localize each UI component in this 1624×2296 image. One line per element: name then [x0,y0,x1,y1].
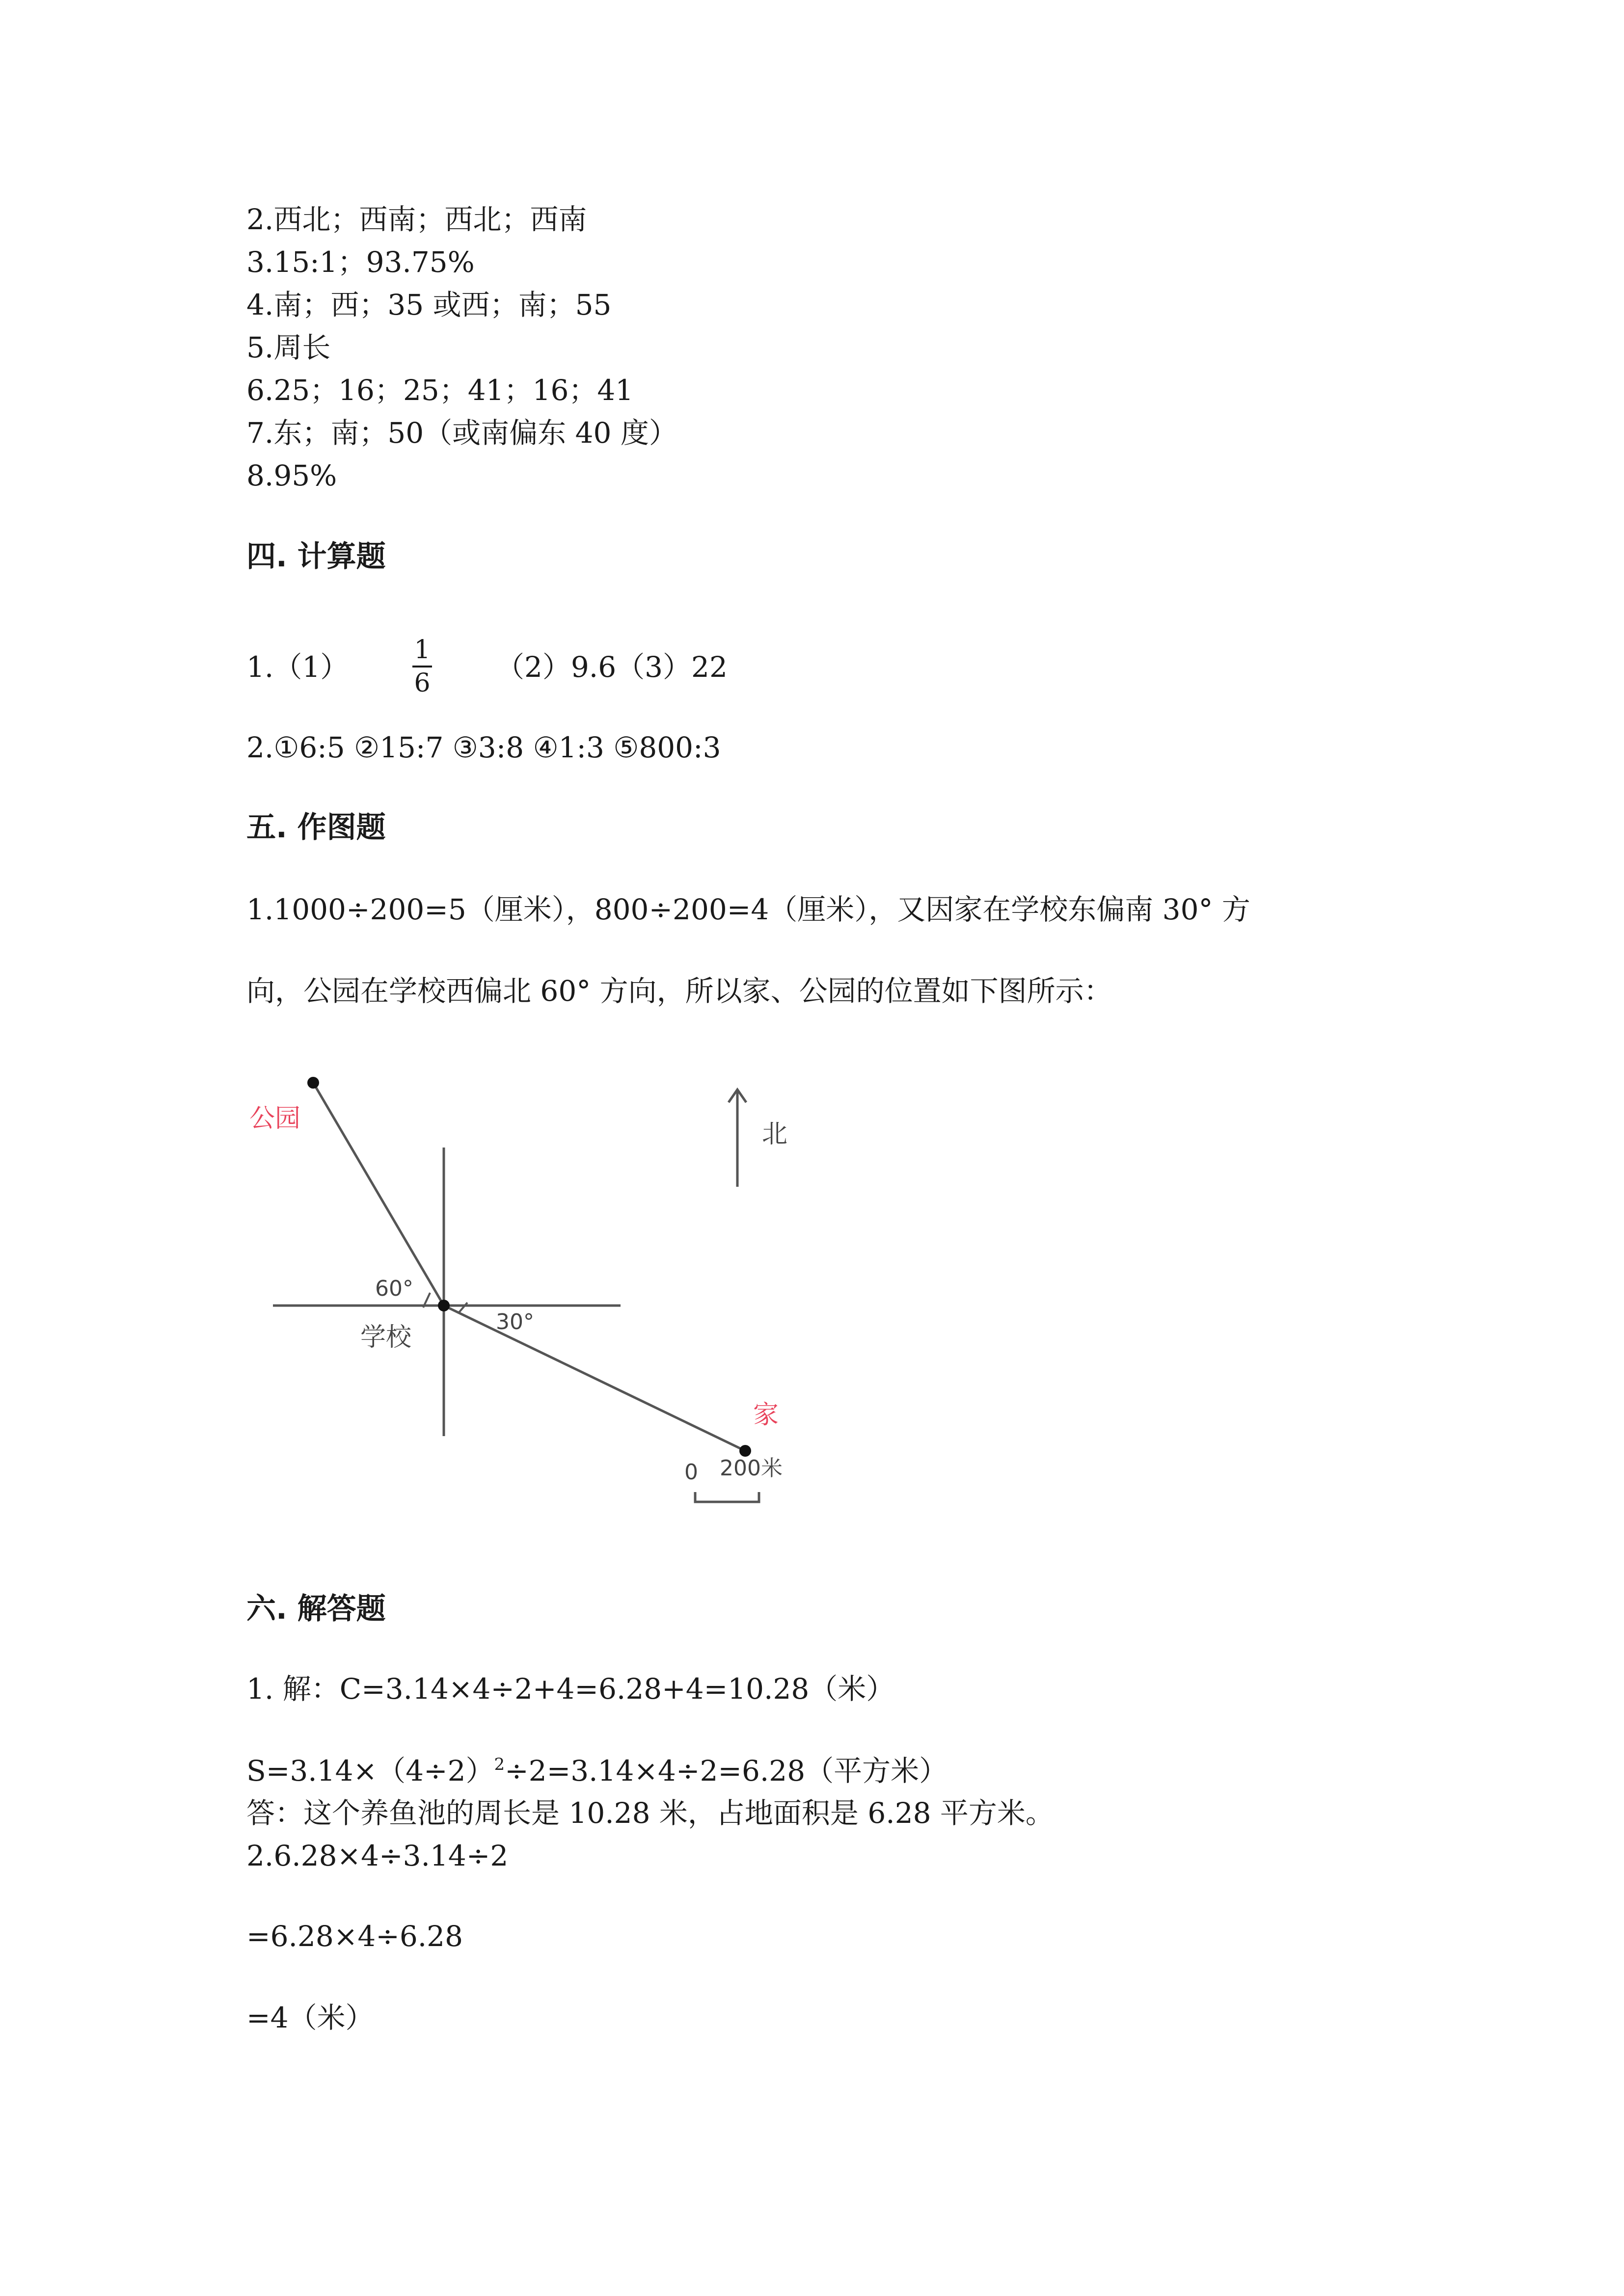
solution-q2-line-1: 2.6.28×4÷3.14÷2 [246,1839,509,1872]
solution-q1-area-part2: ÷2=3.14×4÷2=6.28（平方米） [505,1754,948,1788]
drawing-explanation-line-1: 1.1000÷200=5（厘米），800÷200=4（厘米），又因家在学校东偏南 30° 方 [246,893,1250,926]
home-label: 家 [753,1400,779,1430]
scale-bar [695,1492,759,1502]
solution-q1-area [246,1754,948,1788]
calc-q1-prefix: 1.（1） [246,650,349,684]
solution-q2-line-3: =4（米） [246,2001,374,2034]
line-school-to-park [313,1083,444,1306]
line-school-to-home [444,1306,745,1451]
angle-mark-30 [459,1303,467,1313]
park-label: 公园 [249,1104,301,1133]
solution-q1-answer: 答：这个养鱼池的周长是 10.28 米，占地面积是 6.28 平方米。 [246,1796,1054,1830]
exponent: 2 [494,1755,505,1774]
answer-item-3: 3.15:1；93.75% [246,245,475,279]
school-point [438,1300,450,1311]
solution-q2-line-2: =6.28×4÷6.28 [246,1920,463,1953]
answer-item-4: 4.南；西；35 或西；南；55 [246,288,612,321]
answer-item-8: 8.95% [246,459,337,492]
calc-q2: 2.①6:5 ②15:7 ③3:8 ④1:3 ⑤800:3 [246,731,721,764]
answer-item-2: 2.西北；西南；西北；西南 [246,203,587,236]
park-point [307,1077,319,1089]
section-title-drawing: 五. 作图题 [246,810,386,845]
section-title-solutions: 六. 解答题 [246,1592,386,1626]
section-title-calculation: 四. 计算题 [246,539,386,574]
fraction-numerator: 1 [414,635,431,665]
solution-q1-area-part1: S=3.14×（4÷2） [246,1754,494,1788]
school-label: 学校 [360,1323,412,1352]
scale-200m-label: 200米 [720,1456,783,1481]
scale-zero-label: 0 [684,1460,698,1485]
answer-item-7: 7.东；南；50（或南偏东 40 度） [246,416,677,450]
angle-label-60: 60° [375,1276,413,1301]
drawing-explanation-line-2: 向，公园在学校西偏北 60° 方向，所以家、公园的位置如下图所示： [246,974,1112,1008]
fraction-denominator: 6 [414,668,431,698]
angle-label-30: 30° [496,1309,534,1335]
calc-q1-suffix: （2）9.6（3）22 [496,650,728,684]
answer-item-5: 5.周长 [246,331,331,364]
answer-item-6: 6.25；16；25；41；16；41 [246,374,634,407]
solution-q1-circumference: 1. 解：C=3.14×4÷2+4=6.28+4=10.28（米） [246,1672,895,1706]
home-point [739,1445,751,1457]
north-label: 北 [762,1120,788,1149]
